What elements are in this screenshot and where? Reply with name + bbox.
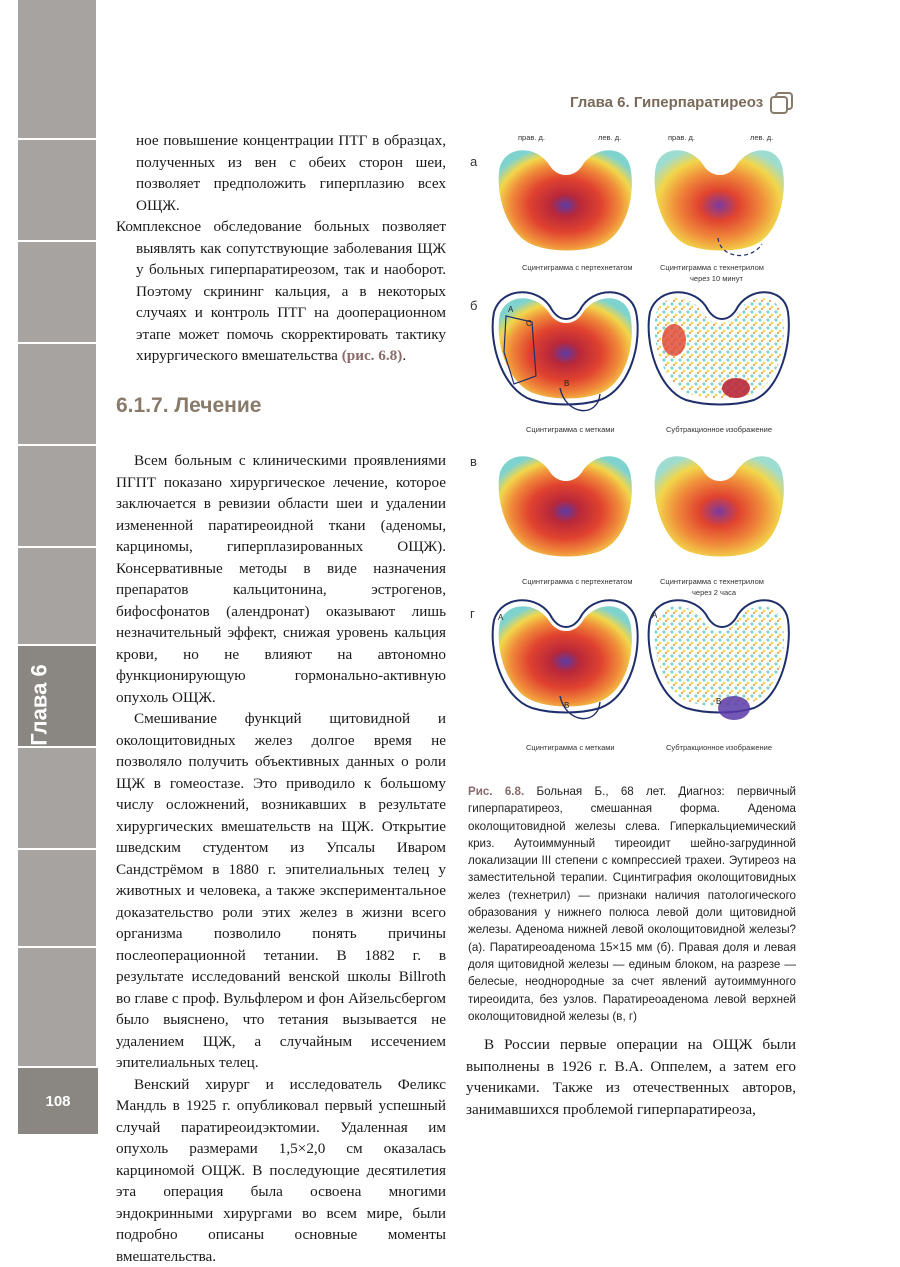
chapter-tab[interactable] bbox=[18, 446, 98, 546]
chapter-tab[interactable] bbox=[18, 0, 98, 138]
thyroid-scan-pertechnetate bbox=[499, 150, 632, 250]
marker-a: A bbox=[652, 611, 658, 620]
chapter-tab[interactable] bbox=[18, 344, 98, 444]
caption-marked: Сцинтиграмма с метками bbox=[526, 425, 615, 434]
marker-a: A bbox=[508, 305, 514, 314]
figure-caption-label: Рис. 6.8. bbox=[468, 785, 524, 798]
paragraph: Смешивание функций щитовидной и околощитовидных желез долгое время не позволяло получить объективных данных о роли ЩЖ в гомеостазе. Это приводило к большому числу осложнений, возникавших в результате хирургических вмешательств на ЩЖ. Открытие шведским студентом из Упсалы Иваром Сандстрёмом в 1880 г. эпителиальных телец у животных и человека, а также экспериментальное доказательство роли этих желез в жизни всего организма позволило понять причины послеоперационной тетании. В 1882 г. в результате исследований венской школы Billroth во главе с проф. Вульфлером и фон Айзельсбергом было выяснено, что тетания вызывается не удалением ЩЖ, а случайным иссечением эпителиальных телец. bbox=[116, 708, 446, 1074]
marker-c: C bbox=[526, 319, 532, 328]
page-number: 108 bbox=[45, 1093, 70, 1110]
right-column bbox=[466, 1034, 796, 1120]
paragraph: ное повышение концентрации ПТГ в образцах, полученных из вен с обеих сторон шеи, позволяет предположить гиперплазию всех ОЩЖ. bbox=[116, 130, 446, 216]
chapter-tab[interactable] bbox=[18, 242, 98, 342]
stacked-pages-icon bbox=[770, 92, 794, 114]
figure-caption-text: Больная Б., 68 лет. Диагноз: первичный гиперпаратиреоз, смешанная форма. Аденома околощитовидной железы слева. Гиперкальциемический криз. Аутоиммунный тиреоидит шейно-загрудинной локализации III степени с компрессией трахеи. Эутиреоз на заместительной терапии. Сцинтиграфия околощитовидных желез (технетрил) — признаки наличия патологического образования у нижнего полюса левой доли щитовидной железы. Аденома нижней левой околощитовидной железы? (а). Паратиреоаденома 15×15 мм (б). Правая доля и левая доля щитовидной железы — единым блоком, на разрезе — белесые, неоднородные за счет явлений аутоиммунного тиреоидита, без узлов. Паратиреоаденома левой верхней околощитовидной железы (в, г) bbox=[468, 785, 796, 1023]
figure-caption bbox=[468, 783, 796, 1025]
figure-reference-link[interactable]: (рис. 6.8) bbox=[342, 347, 403, 364]
paragraph-text: Комплексное обследование больных позволяет выявлять как сопутствующие заболевания ЩЖ у больных гиперпаратиреозом, так и наоборот. Поэтому скрининг кальция, а в некоторых случаях и контроль ПТГ на дооперационном этапе может помочь скорректировать тактику хирургического вмешательства bbox=[116, 218, 446, 364]
panel-letter-b: б bbox=[470, 298, 477, 313]
page-number-box bbox=[18, 1068, 98, 1134]
panel-letter-v: в bbox=[470, 454, 477, 469]
chapter-tab-text: Глава 6 bbox=[27, 664, 53, 745]
marker-b: B bbox=[564, 379, 569, 388]
caption-marked: Сцинтиграмма с метками bbox=[526, 743, 615, 752]
marker-a: A bbox=[498, 613, 504, 622]
chapter-tab-label bbox=[0, 660, 80, 750]
paragraph-text: . bbox=[402, 347, 406, 364]
caption-pertechnetate: Сцинтиграмма с пертехнетатом bbox=[522, 577, 633, 586]
section-heading: 6.1.7. Лечение bbox=[116, 395, 446, 417]
caption-technetril-time: через 2 часа bbox=[692, 588, 737, 597]
subtraction-image bbox=[655, 606, 784, 706]
paragraph: Всем больным с клиническими проявлениями ПГПТ показано хирургическое лечение, которое заключается в ревизии области шеи и удалении измененной паратиреоидной ткани (аденомы, карциномы, гиперплазированных ОЩЖ). Консервативные методы в виде назначения препаратов кальцитонина, эстрогенов, бифосфонатов (алендронат) оказывают лишь незначительный эффект, снижая уровень кальция крови, но не влияют на автономно функционирующую гормонально-активную опухоль ОЩЖ. bbox=[116, 450, 446, 708]
paragraph: В России первые операции на ОЩЖ были выполнены в 1926 г. В.А. Оппелем, а затем его учениками. Также из отечественных авторов, занимавшихся проблемой гиперпаратиреоза, bbox=[466, 1034, 796, 1120]
col-label-right-lobe: прав. д. bbox=[668, 133, 695, 142]
caption-subtraction: Субтракционное изображение bbox=[666, 743, 772, 752]
caption-subtraction: Субтракционное изображение bbox=[666, 425, 772, 434]
thyroid-scan-pertechnetate bbox=[499, 456, 632, 556]
thyroid-scan-technetril bbox=[655, 150, 784, 250]
marker-b: B bbox=[564, 701, 569, 710]
scintigraphy-svg bbox=[470, 126, 790, 776]
panel-letter-a: а bbox=[470, 154, 478, 169]
running-header: Глава 6. Гиперпаратиреоз bbox=[570, 94, 763, 111]
scintigraphy-figure bbox=[470, 126, 790, 776]
col-label-left-lobe: лев. д. bbox=[750, 133, 773, 142]
chapter-tab[interactable] bbox=[18, 548, 98, 644]
adenoma-hot-spot bbox=[722, 378, 750, 398]
thyroid-scan-marked bbox=[499, 606, 632, 706]
chapter-tab[interactable] bbox=[18, 140, 98, 240]
col-label-right-lobe: прав. д. bbox=[518, 133, 545, 142]
left-column bbox=[116, 130, 446, 1267]
caption-technetril: Сцинтиграмма с технетрилом bbox=[660, 577, 764, 586]
hot-spot bbox=[662, 324, 686, 356]
paragraph: Венский хирург и исследователь Феликс Мандль в 1925 г. опубликовал первый успешный случай паратиреоидэктомии. Удаленная им опухоль размерами 1,5×2,0 см оказалась карциномой ОЩЖ. В последующие десятилетия эта операция была освоена многими эндокринными хирургами во всем мире, были подробно описаны основные моменты вмешательства. bbox=[116, 1074, 446, 1267]
chapter-tabs bbox=[18, 0, 98, 1133]
panel-letter-g: г bbox=[470, 606, 475, 621]
chapter-tab[interactable] bbox=[18, 948, 98, 1066]
adenoma-hot-spot bbox=[718, 696, 750, 720]
paragraph bbox=[116, 216, 446, 367]
chapter-tab[interactable] bbox=[18, 748, 98, 848]
caption-technetril-time: через 10 минут bbox=[690, 274, 743, 283]
caption-technetril: Сцинтиграмма с технетрилом bbox=[660, 263, 764, 272]
caption-pertechnetate: Сцинтиграмма с пертехнетатом bbox=[522, 263, 633, 272]
marker-b: B bbox=[716, 697, 721, 706]
chapter-tab[interactable] bbox=[18, 850, 98, 946]
col-label-left-lobe: лев. д. bbox=[598, 133, 621, 142]
thyroid-scan-technetril bbox=[655, 456, 784, 556]
